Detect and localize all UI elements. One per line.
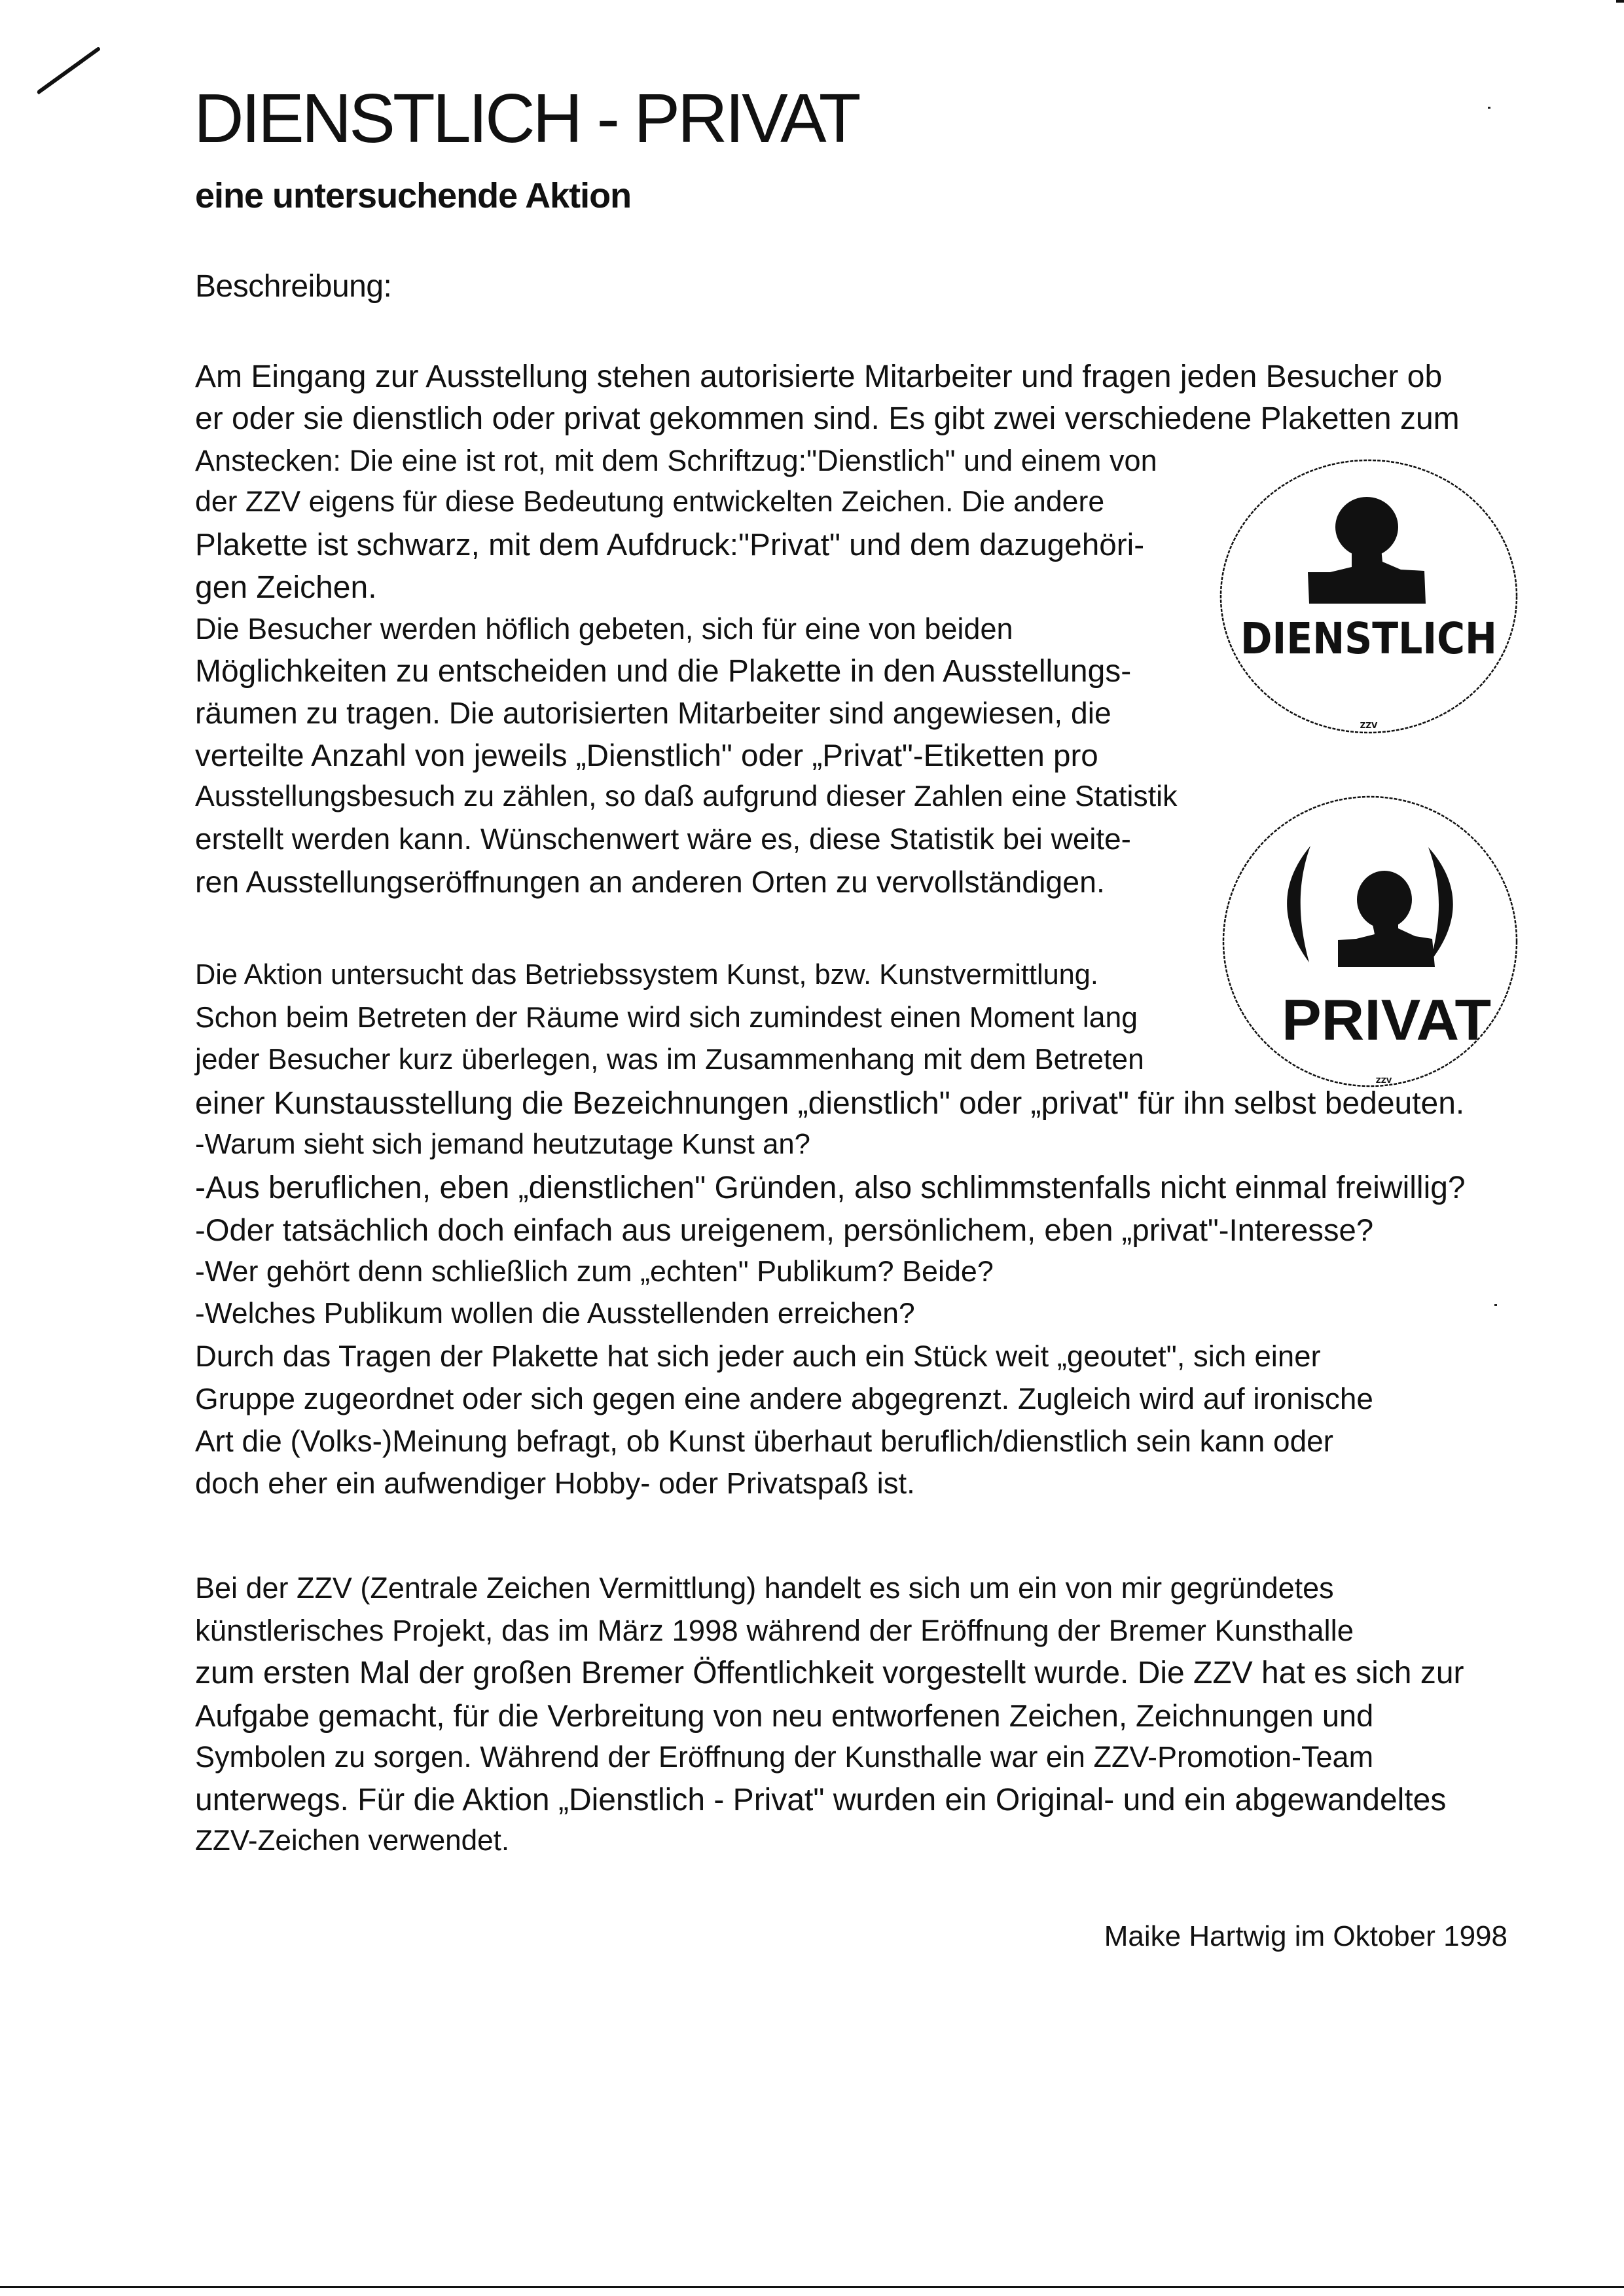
section-label: Beschreibung: (195, 269, 392, 304)
text-line: unterwegs. Für die Aktion „Dienstlich - Privat" wurden ein Original- und ein abgewandeltes (195, 1782, 1447, 1817)
text-line: Symbolen zu sorgen. Während der Eröffnung der Kunsthalle war ein ZZV-Promotion-Team (195, 1740, 1374, 1774)
privat-badge (1219, 793, 1520, 1089)
privat-badge-mark: ZZV (1375, 1076, 1392, 1085)
pen-stroke-mark (33, 43, 105, 101)
text-line: Plakette ist schwarz, mit dem Aufdruck:"Privat" und dem dazugehöri- (195, 528, 1145, 563)
text-line: künstlerisches Projekt, das im März 1998 während der Eröffnung der Bremer Kunsthalle (195, 1613, 1354, 1647)
text-line: ZZV-Zeichen verwendet. (195, 1825, 510, 1857)
text-line: Anstecken: Die eine ist rot, mit dem Schriftzug:"Dienstlich" und einem von (195, 443, 1157, 477)
text-line: Gruppe zugeordnet oder sich gegen eine andere abgegrenzt. Zugleich wird auf ironische (195, 1381, 1373, 1415)
bottom-rule (0, 2286, 1624, 2288)
text-line: zum ersten Mal der großen Bremer Öffentlichkeit vorgestellt wurde. Die ZZV hat es sich zur (195, 1656, 1464, 1690)
signature-line: Maike Hartwig im Oktober 1998 (1104, 1920, 1507, 1952)
text-line: räumen zu tragen. Die autorisierten Mitarbeiter sind angewiesen, die (195, 696, 1111, 731)
text-line: Ausstellungsbesuch zu zählen, so daß aufgrund dieser Zahlen eine Statistik (195, 780, 1178, 812)
text-line: einer Kunstausstellung die Bezeichnungen „dienstlich" oder „privat" für ihn selbst bedeuten. (195, 1085, 1465, 1121)
text-line: doch eher ein aufwendiger Hobby- oder Privatspaß ist. (195, 1467, 915, 1501)
text-line: Möglichkeiten zu entscheiden und die Plakette in den Ausstellungs- (195, 654, 1132, 689)
scan-speck (1488, 107, 1490, 109)
text-line: -Welches Publikum wollen die Ausstellenden erreichen? (195, 1297, 915, 1330)
text-line: verteilte Anzahl von jeweils „Dienstlich" oder „Privat"-Etiketten pro (195, 738, 1098, 773)
text-line: Bei der ZZV (Zentrale Zeichen Vermittlung) handelt es sich um ein von mir gegründetes (195, 1571, 1334, 1605)
text-line: jeder Besucher kurz überlegen, was im Zusammenhang mit dem Betreten (195, 1044, 1144, 1076)
text-line: gen Zeichen. (195, 570, 377, 605)
text-line: -Aus beruflichen, eben „dienstlichen" Gründen, also schlimmstenfalls nicht einmal freiwillig? (195, 1171, 1466, 1205)
text-line: Aufgabe gemacht, für die Verbreitung von neu entworfenen Zeichen, Zeichnungen und (195, 1698, 1374, 1733)
text-line: Die Aktion untersucht das Betriebssystem Kunst, bzw. Kunstvermittlung. (195, 959, 1098, 991)
page-subtitle: eine untersuchende Aktion (195, 176, 632, 215)
scan-speck (1494, 1304, 1497, 1306)
text-line: ren Ausstellungseröffnungen an anderen Orten zu vervollständigen. (195, 864, 1105, 899)
text-line: -Wer gehört denn schließlich zum „echten" Publikum? Beide? (195, 1254, 994, 1288)
person-bust-icon (1308, 497, 1426, 604)
person-bust-in-parentheses-icon (1287, 846, 1453, 967)
text-line: -Oder tatsächlich doch einfach aus ureigenem, persönlichem, eben „privat"-Interesse? (195, 1212, 1374, 1248)
text-line: der ZZV eigens für diese Bedeutung entwickelten Zeichen. Die andere (195, 485, 1105, 518)
dienstlich-badge (1218, 457, 1520, 736)
text-line: Art die (Volks-)Meinung befragt, ob Kunst überhaut beruflich/dienstlich sein kann oder (195, 1423, 1333, 1458)
text-line: Durch das Tragen der Plakette hat sich jeder auch ein Stück weit „geoutet", sich einer (195, 1339, 1321, 1374)
dienstlich-badge-label: DIENSTLICH (1240, 613, 1497, 664)
text-line: er oder sie dienstlich oder privat gekommen sind. Es gibt zwei verschiedene Plaketten zum (195, 401, 1460, 437)
text-line: erstellt werden kann. Wünschenwert wäre es, diese Statistik bei weite- (195, 822, 1131, 856)
text-line: Die Besucher werden höflich gebeten, sich für eine von beiden (195, 611, 1013, 646)
dienstlich-badge-mark: ZZV (1360, 721, 1378, 730)
page-title: DIENSTLICH - PRIVAT (194, 80, 859, 157)
text-line: -Warum sieht sich jemand heutzutage Kunst an? (195, 1128, 810, 1161)
scan-edge-mark (1616, 0, 1624, 3)
text-line: Am Eingang zur Ausstellung stehen autorisierte Mitarbeiter und fragen jeden Besucher ob (195, 359, 1443, 394)
privat-badge-label: PRIVAT (1282, 987, 1491, 1052)
text-line: Schon beim Betreten der Räume wird sich zumindest einen Moment lang (195, 1001, 1138, 1034)
